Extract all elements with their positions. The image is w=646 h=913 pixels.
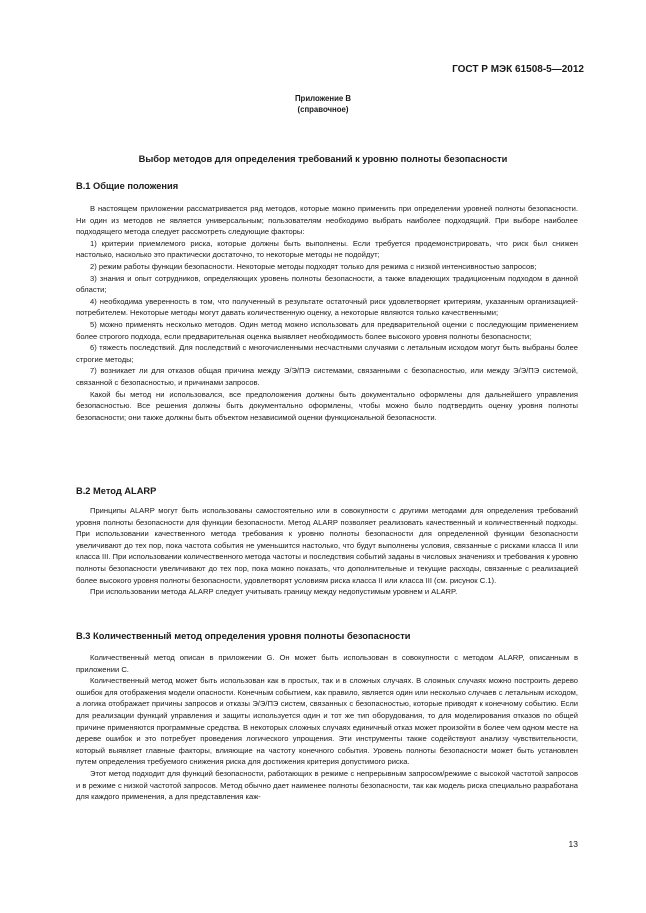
list-item: 2) режим работы функции безопасности. Некоторые методы подходят только для режима с низкой интенсивностью запросов; [90, 261, 537, 271]
paragraph: Какой бы метод ни использовался, все предположения должны быть документально оформлены для дальнейшего управления безопасностью. Все решения должны быть документально оформлены, чтобы можно было подтвердить оценку уровня полноты безопасности; они также должны быть объектом независимой оценки функциональной безопасности. [76, 389, 578, 422]
list-item: 7) возникает ли для отказов общая причина между Э/Э/ПЭ системами, связанными с безопасностью, или между Э/Э/ПЭ системой, связанной с безопасностью, и причинами запросов. [76, 366, 578, 387]
paragraph: Количественный метод может быть использован как в простых, так и в сложных случаях. В сложных случаях можно построить дерево ошибок для отображения модели опасности. Конечным событием, как правило, является один или несколько случаев с летальным исходом, а логика отображает причины запросов и отказы Э/Э/ПЭ систем, связанных с безопасностью, которые приводят к конечному событию. Если для реализации функций управления и защиты используется один и тот же тип оборудования, то для моделирования отказов по общей причине применяются программные средства. В некоторых сложных случаях единичный отказ может произойти в более чем одном месте на дереве ошибок и это потребует проведения логического упрощения. Эти инструменты также содействуют анализу чувствительности, который выявляет главные факторы, влияющие на частоту конечного события. Уровень полноты безопасности может быть установлен путем определения требуемого снижения риска для достижения критерия допустимого риска. [76, 676, 578, 767]
list-item: 4) необходима уверенность в том, что полученный в результате остаточный риск удовлетворяет критериям, указанным организацией-потребителем. Некоторые методы могут давать количественную оценку, а некоторые являются только качественными; [76, 296, 578, 318]
section-body-b1 [76, 203, 578, 423]
paragraph: При использовании метода ALARP следует учитывать границу между недопустимым уровнем и ALARP. [90, 587, 458, 597]
list-item: 6) тяжесть последствий. Для последствий с многочисленными несчастными случаями с летальным исходом могут быть выбраны более строгие методы; [76, 343, 578, 364]
section-heading-b1: В.1 Общие положения [76, 181, 179, 191]
list-item: 3) знания и опыт сотрудников, определяющих уровень полноты безопасности, а также владеющих традиционным подходом в данной области; [76, 273, 578, 295]
section-heading-b3: В.3 Количественный метод определения уровня полноты безопасности [76, 631, 411, 641]
document-code-header: ГОСТ Р МЭК 61508-5—2012 [452, 64, 584, 75]
list-item: 5) можно применять несколько методов. Один метод можно использовать для предварительной оценки с последующим применением более строгого подхода, если предварительная оценка выявляет необходимость более высокого уровня полноты безопасности; [76, 319, 578, 341]
page-number: 13 [568, 839, 578, 849]
appendix-title: Приложение В [294, 94, 352, 103]
paragraph: Принципы ALARP могут быть использованы самостоятельно или в совокупности с другими методами для определения требований уровня полноты безопасности для функции безопасности. Метод ALARP позволяет реализовать качественный и количественный подходы. При использовании качественного метода требования к уровню полноты безопасности для определенной функции безопасности увеличивают до тех пор, пока частота события не уменьшится настолько, что будут выполнены условия, связанные с рисками класса II или класса III. При использовании количественного метода частоты и последствия событий заданы в числовых значениях и требования к уровню полноты безопасности увеличивают до тех пор, пока можно показать, что дополнительные и текущие расходы, связанные с реализацией более высокого уровня полноты безопасности, удовлетворят условиям риска класса II или класса III (см. рисунок С.1). [76, 506, 578, 585]
appendix-note: (справочное) [297, 105, 349, 114]
paragraph: Этот метод подходит для функций безопасности, работающих в режиме с непрерывным запросом/режиме с высокой частотой запросов и в режиме с низкой частотой запросов. Метод обычно дает наименее полноты безопасности, так как модель риска специально разработана для каждого применения, а для представления каж- [76, 768, 578, 802]
page-title: Выбор методов для определения требований к уровню полноты безопасности [138, 154, 508, 164]
section-body-b2 [76, 505, 578, 598]
section-body-b3 [76, 652, 578, 803]
paragraph: В настоящем приложении рассматривается ряд методов, которые можно применить при определении уровней полноты безопасности. Ни один из методов не является универсальным; пользователям необходимо выбрать наиболее подходящий. При выборе наиболее подходящего метода следует рассмотреть следующие факторы: [76, 204, 578, 237]
section-heading-b2: В.2 Метод ALARP [76, 486, 157, 496]
paragraph: Количественный метод описан в приложении G. Он может быть использован в совокупности с методом ALARP, описанным в приложении С. [76, 653, 578, 674]
appendix-title-block [0, 93, 646, 115]
list-item: 1) критерии приемлемого риска, которые должны быть выполнены. Если требуется продемонстрировать, что риск был снижен настолько, насколько это практически достаточно, то некоторые методы не подойдут; [76, 238, 578, 260]
